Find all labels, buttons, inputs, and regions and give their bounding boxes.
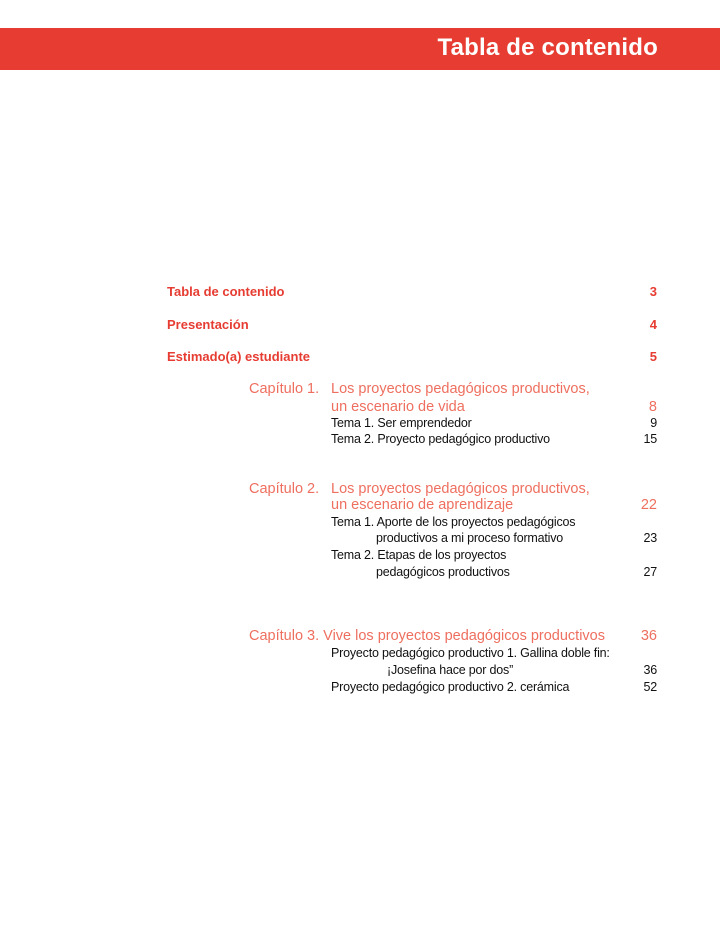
chapter-title[interactable]: un escenario de aprendizaje	[331, 497, 514, 513]
chapter-title[interactable]: Capítulo 3. Vive los proyectos pedagógicos productivos	[249, 628, 606, 644]
toc-entry-label[interactable]: Presentación	[167, 317, 249, 332]
topic-label-continued[interactable]: ¡Josefina hace por dos”	[387, 663, 514, 677]
chapter-title[interactable]: Los proyectos pedagógicos productivos,	[331, 481, 590, 497]
toc-entry-label[interactable]: Estimado(a) estudiante	[167, 349, 311, 364]
topic-label[interactable]: Tema 2. Proyecto pedagógico productivo	[331, 432, 550, 446]
topic-label[interactable]: Proyecto pedagógico productivo 2. cerámica	[331, 680, 570, 694]
topic-page: 23	[643, 531, 657, 545]
topic-label[interactable]: Proyecto pedagógico productivo 1. Gallina doble fin:	[331, 646, 610, 660]
toc-entry-page: 4	[649, 317, 657, 332]
toc-entry-label[interactable]: Tabla de contenido	[167, 284, 285, 299]
topic-label[interactable]: Tema 1. Aporte de los proyectos pedagógicos	[331, 515, 576, 529]
topic-page: 9	[650, 416, 657, 430]
topic-page: 15	[643, 432, 657, 446]
topic-label[interactable]: Tema 1. Ser emprendedor	[331, 416, 472, 430]
chapter-number: Capítulo 1.	[249, 381, 320, 397]
chapter-page: 8	[648, 399, 657, 415]
topic-page: 36	[643, 663, 657, 677]
chapter-title[interactable]: un escenario de vida	[331, 399, 465, 415]
chapter-page: 36	[640, 628, 657, 644]
chapter-title[interactable]: Los proyectos pedagógicos productivos,	[331, 381, 590, 397]
topic-page: 52	[643, 680, 657, 694]
topic-page: 27	[643, 565, 657, 579]
topic-label-continued[interactable]: productivos a mi proceso formativo	[376, 531, 564, 545]
topic-label[interactable]: Tema 2. Etapas de los proyectos	[331, 548, 507, 562]
page-title: Tabla de contenido	[437, 34, 658, 61]
topic-label-continued[interactable]: pedagógicos productivos	[376, 565, 510, 579]
chapter-page: 22	[640, 497, 657, 513]
toc-entry-page: 5	[649, 349, 657, 364]
toc-entry-page: 3	[649, 284, 657, 299]
chapter-number: Capítulo 2.	[249, 481, 320, 497]
